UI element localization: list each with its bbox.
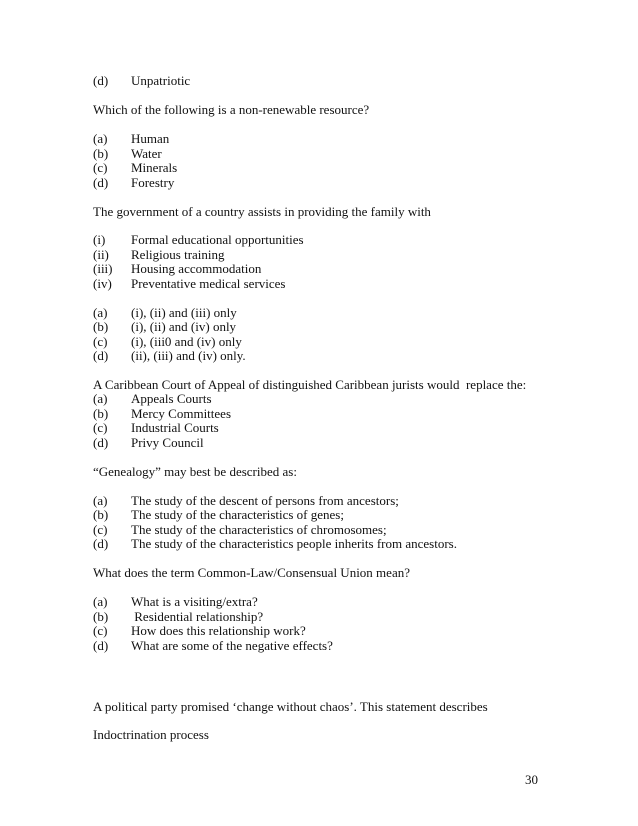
option-text: Mercy Committees [131,406,232,421]
option-text: Privy Council [131,435,204,450]
option-row [93,391,212,406]
option-label: (c) [93,623,108,638]
question-text: What does the term Common-Law/Consensual Union mean? [93,565,410,580]
option-text: (i), (iii0 and (iv) only [131,334,242,349]
question-text: A political party promised ‘change without chaos’. This statement describes [93,699,488,714]
statement-row [93,276,286,291]
answer-text: Indoctrination process [93,727,209,742]
statement-label: (iii) [93,261,113,276]
option-row [93,131,170,146]
option-text: Industrial Courts [131,420,219,435]
option-row [93,146,162,161]
question-text: Which of the following is a non-renewable resource? [93,102,370,117]
option-row [93,609,264,624]
option-label: (b) [93,507,109,522]
option-label: (b) [93,319,109,334]
page-number: 30 [525,772,538,787]
statement-label: (iv) [93,276,112,291]
statement-text: Preventative medical services [131,276,286,291]
option-text: What are some of the negative effects? [131,638,333,653]
option-label: (d) [93,536,109,551]
option-label: (c) [93,522,108,537]
option-text: Forestry [131,175,175,190]
option-row [93,305,237,320]
option-label: (a) [93,493,108,508]
option-label: (d) [93,638,109,653]
option-label: (a) [93,305,108,320]
statement-row [93,247,225,262]
option-row [93,507,344,522]
statement-text: Housing accommodation [131,261,262,276]
option-row [93,73,191,88]
option-row [93,334,242,349]
option-label: (d) [93,73,109,88]
option-label: (d) [93,435,109,450]
option-label: (b) [93,406,109,421]
option-text: Minerals [131,160,178,175]
option-label: (c) [93,334,108,349]
option-label: (d) [93,175,109,190]
option-row [93,493,399,508]
statement-text: Religious training [131,247,225,262]
option-row [93,348,246,363]
question-text: “Genealogy” may best be described as: [93,464,297,479]
statement-label: (ii) [93,247,109,262]
option-label: (d) [93,348,109,363]
option-text: Human [131,131,170,146]
option-label: (c) [93,160,108,175]
question-text: A Caribbean Court of Appeal of distinguished Caribbean jurists would replace the: [93,377,527,392]
option-label: (c) [93,420,108,435]
option-row [93,406,232,421]
option-label: (a) [93,594,108,609]
option-row [93,623,306,638]
option-row [93,435,204,450]
option-text: Residential relationship? [131,609,264,624]
option-text: Water [131,146,162,161]
option-row [93,319,237,334]
option-text: The study of the descent of persons from ancestors; [131,493,399,508]
statement-text: Formal educational opportunities [131,232,304,247]
option-row [93,522,387,537]
option-text: The study of the characteristics people inherits from ancestors. [131,536,457,551]
option-text: The study of the characteristics of genes; [131,507,344,522]
option-label: (a) [93,391,108,406]
statement-label: (i) [93,232,106,247]
option-row [93,160,178,175]
option-text: (i), (ii) and (iii) only [131,305,237,320]
statement-row [93,232,304,247]
option-text: What is a visiting/extra? [131,594,258,609]
question-text: The government of a country assists in providing the family with [93,204,431,219]
option-row [93,594,258,609]
option-text: (i), (ii) and (iv) only [131,319,237,334]
option-label: (b) [93,609,109,624]
option-text: Appeals Courts [131,391,212,406]
option-row [93,536,457,551]
statement-row [93,261,262,276]
option-row [93,420,219,435]
option-label: (a) [93,131,108,146]
option-text: Unpatriotic [131,73,191,88]
option-label: (b) [93,146,109,161]
option-text: (ii), (iii) and (iv) only. [131,348,246,363]
option-text: The study of the characteristics of chromosomes; [131,522,387,537]
option-row [93,175,175,190]
option-row [93,638,333,653]
option-text: How does this relationship work? [131,623,306,638]
